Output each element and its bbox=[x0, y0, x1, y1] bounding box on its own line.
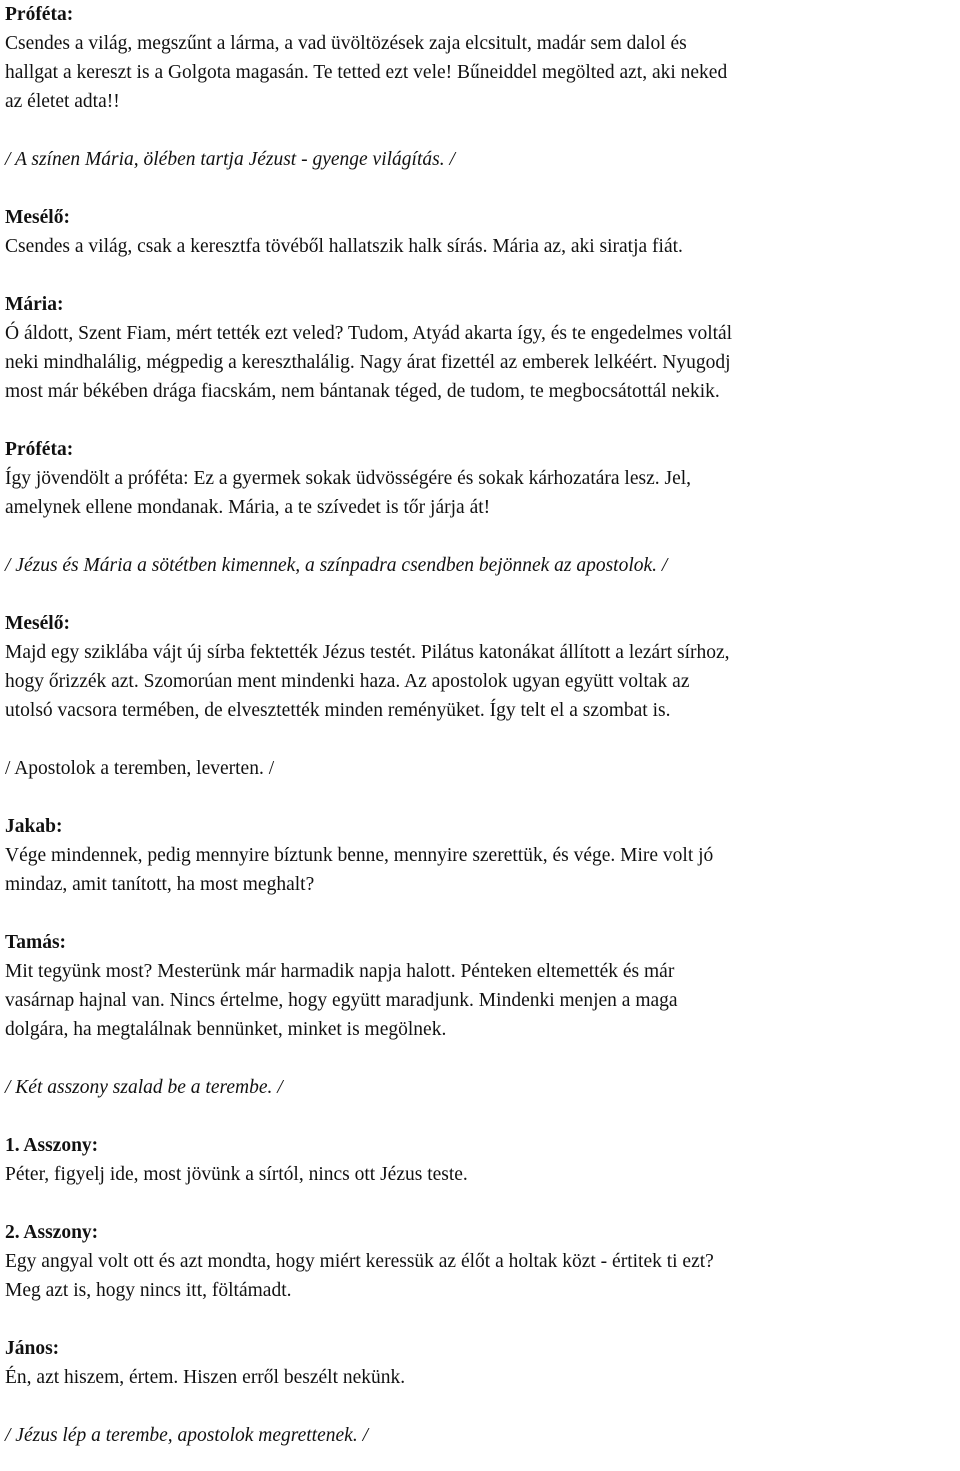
dialogue-block bbox=[5, 0, 956, 116]
dialogue-line: Meg azt is, hogy nincs itt, föltámadt. bbox=[5, 1280, 292, 1301]
dialogue-block bbox=[5, 1218, 956, 1305]
dialogue-line: dolgára, ha megtalálnak bennünket, minket is megölnek. bbox=[5, 1019, 447, 1040]
stage-direction-block bbox=[5, 1073, 956, 1102]
dialogue-line: Mit tegyünk most? Mesterünk már harmadik napja halott. Pénteken eltemették és már bbox=[5, 961, 675, 982]
speaker-name: Próféta: bbox=[5, 439, 74, 460]
stage-direction: / Jézus lép a terembe, apostolok megrettenek. / bbox=[5, 1425, 368, 1446]
speaker-name: Mária: bbox=[5, 294, 64, 315]
dialogue-block bbox=[5, 435, 956, 522]
dialogue-line: Egy angyal volt ott és azt mondta, hogy miért keressük az élőt a holtak közt - értitek ti ezt? bbox=[5, 1251, 714, 1272]
dialogue-line: az életet adta!! bbox=[5, 91, 120, 112]
dialogue-line: Csendes a világ, csak a keresztfa tövéből hallatszik halk sírás. Mária az, aki siratja fiát. bbox=[5, 236, 683, 257]
speaker-name: Próféta: bbox=[5, 4, 74, 25]
dialogue-line: Ó áldott, Szent Fiam, mért tették ezt veled? Tudom, Atyád akarta így, és te engedelmes voltál bbox=[5, 323, 733, 344]
speaker-name: János: bbox=[5, 1338, 60, 1359]
dialogue-block bbox=[5, 203, 956, 261]
speaker-name: 2. Asszony: bbox=[5, 1222, 99, 1243]
stage-direction-block bbox=[5, 1421, 956, 1450]
dialogue-line: mindaz, amit tanított, ha most meghalt? bbox=[5, 874, 315, 895]
dialogue-block bbox=[5, 609, 956, 725]
dialogue-line: Vége mindennek, pedig mennyire bíztunk benne, mennyire szerettük, és vége. Mire volt jó bbox=[5, 845, 714, 866]
dialogue-block bbox=[5, 1334, 956, 1392]
dialogue-line: Én, azt hiszem, értem. Hiszen erről beszélt nekünk. bbox=[5, 1367, 406, 1388]
dialogue-block bbox=[5, 1131, 956, 1189]
stage-direction: / Két asszony szalad be a terembe. / bbox=[5, 1077, 283, 1098]
dialogue-line: vasárnap hajnal van. Nincs értelme, hogy együtt maradjunk. Mindenki menjen a maga bbox=[5, 990, 678, 1011]
dialogue-block bbox=[5, 812, 956, 899]
dialogue-line: Majd egy sziklába vájt új sírba fektették Jézus testét. Pilátus katonákat állított a lezárt sírhoz, bbox=[5, 642, 730, 663]
dialogue-line: neki mindhalálig, mégpedig a kereszthalálig. Nagy árat fizettél az emberek lelkéért. Nyugodj bbox=[5, 352, 731, 373]
dialogue-line: Csendes a világ, megszűnt a lárma, a vad üvöltözések zaja elcsitult, madár sem dalol és bbox=[5, 33, 687, 54]
stage-direction: / Jézus és Mária a sötétben kimennek, a színpadra csendben bejönnek az apostolok. / bbox=[5, 555, 668, 576]
speaker-name: Tamás: bbox=[5, 932, 67, 953]
speaker-name: Mesélő: bbox=[5, 207, 70, 228]
stage-direction-block bbox=[5, 145, 956, 174]
dialogue-line: Így jövendölt a próféta: Ez a gyermek sokak üdvösségére és sokak kárhozatára lesz. Jel, bbox=[5, 468, 692, 489]
dialogue-line: most már békében drága fiacskám, nem bántanak téged, de tudom, te megbocsátottál nekik. bbox=[5, 381, 720, 402]
dialogue-line: Péter, figyelj ide, most jövünk a sírtól, nincs ott Jézus teste. bbox=[5, 1164, 468, 1185]
stage-direction-block bbox=[5, 754, 956, 783]
stage-direction: / A színen Mária, ölében tartja Jézust - gyenge világítás. / bbox=[5, 149, 455, 170]
dialogue-block bbox=[5, 928, 956, 1044]
dialogue-line: amelynek ellene mondanak. Mária, a te szívedet is tőr járja át! bbox=[5, 497, 491, 518]
speaker-name: Jakab: bbox=[5, 816, 63, 837]
stage-direction-block bbox=[5, 551, 956, 580]
speaker-name: 1. Asszony: bbox=[5, 1135, 99, 1156]
dialogue-line: utolsó vacsora termében, de elvesztették minden reményüket. Így telt el a szombat is. bbox=[5, 700, 671, 721]
dialogue-block bbox=[5, 290, 956, 406]
stage-direction: / Apostolok a teremben, leverten. / bbox=[5, 758, 275, 779]
dialogue-line: hogy őrizzék azt. Szomorúan ment mindenki haza. Az apostolok ugyan együtt voltak az bbox=[5, 671, 690, 692]
speaker-name: Mesélő: bbox=[5, 613, 70, 634]
dialogue-line: hallgat a kereszt is a Golgota magasán. Te tetted ezt vele! Bűneiddel megölted azt, aki neked bbox=[5, 62, 728, 83]
